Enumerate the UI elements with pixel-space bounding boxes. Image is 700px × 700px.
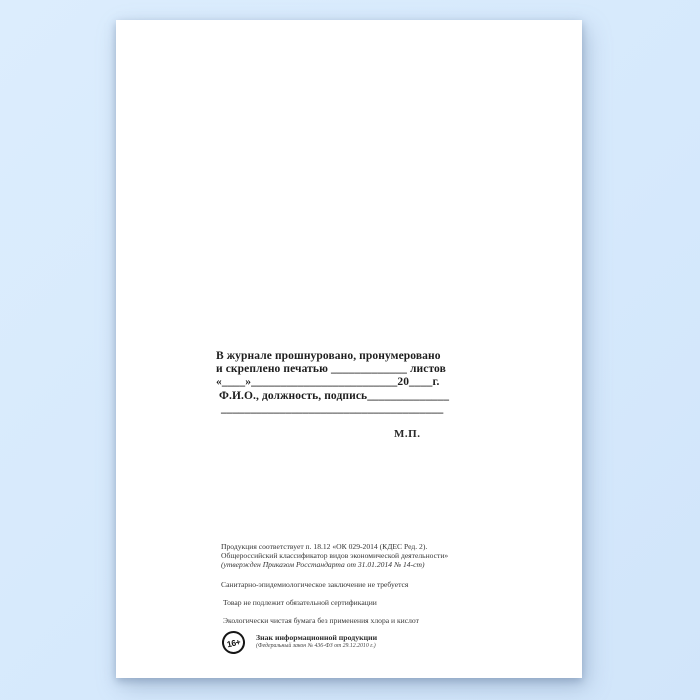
sanitary-note: Санитарно-эпидемиологическое заключение не требуется	[221, 580, 409, 589]
age-rating-law-reference: (Федеральный закон № 436-ФЗ от 29.12.2010 г.)	[256, 643, 376, 649]
binding-statement-line: «____»_________________________20____г.	[216, 376, 440, 389]
binding-statement-line: В журнале прошнуровано, пронумеровано	[216, 350, 441, 362]
document-page	[116, 20, 582, 678]
compliance-note	[221, 543, 448, 569]
signature-line: ______________________________________	[221, 402, 444, 415]
compliance-law-reference: (утвержден Приказом Росстандарта от 31.01.2014 № 14-ст)	[221, 559, 425, 569]
eco-note: Экологически чистая бумага без применения хлора и кислот	[223, 616, 419, 625]
age-rating-title: Знак информационной продукции	[256, 633, 378, 642]
binding-statement	[216, 350, 456, 416]
age-rating-16plus-icon: 16+	[220, 629, 247, 656]
compliance-line: Продукция соответствует п. 18.12 «ОК 029-2014 (КДЕС Ред. 2).	[221, 542, 428, 551]
seal-placeholder: М.П.	[394, 428, 421, 440]
binding-statement-line: и скреплено печатью _____________ листов	[216, 363, 446, 376]
certification-note: Товар не подлежит обязательной сертификации	[223, 598, 377, 607]
binding-statement-line: Ф.И.О., должность, подпись______________	[219, 389, 450, 402]
compliance-line: Общероссийский классификатор видов экономической деятельности»	[221, 550, 449, 560]
